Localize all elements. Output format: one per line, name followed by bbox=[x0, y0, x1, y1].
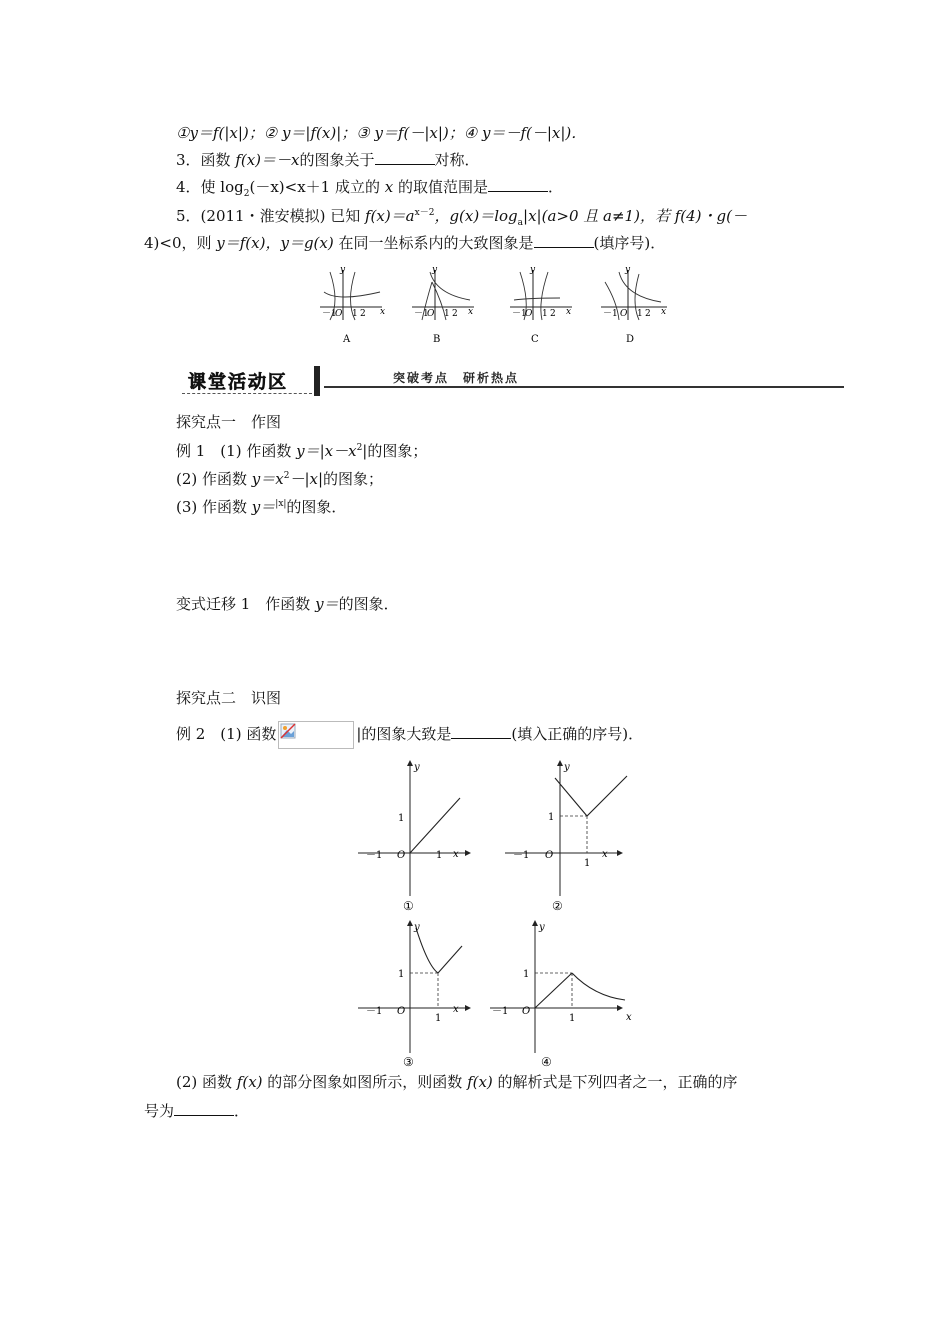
svg-text:O: O bbox=[620, 309, 628, 319]
svg-text:1: 1 bbox=[637, 309, 643, 319]
svg-text:1: 1 bbox=[548, 812, 555, 823]
svg-text:1: 1 bbox=[584, 858, 591, 869]
svg-text:O: O bbox=[335, 309, 343, 319]
x-axis-label: x bbox=[661, 307, 667, 317]
example-2-part-1: 例 2 (1) 函数 |的图象大致是 (填入正确的序号)． bbox=[176, 720, 643, 749]
svg-text:1: 1 bbox=[352, 309, 358, 319]
svg-text:2: 2 bbox=[452, 309, 458, 319]
y-axis-label: y bbox=[414, 762, 420, 773]
graph-label-c: C bbox=[531, 334, 539, 345]
x-axis-label: x bbox=[626, 1012, 632, 1023]
svg-text:－1: －1 bbox=[322, 309, 337, 319]
small-graphs bbox=[310, 262, 670, 348]
svg-text:1: 1 bbox=[542, 309, 548, 319]
y-axis-label: y bbox=[340, 265, 346, 275]
x-axis-label: x bbox=[468, 307, 474, 317]
big-graphs bbox=[350, 758, 640, 1068]
graph-1 bbox=[358, 762, 468, 913]
banner-title: 课堂活动区 bbox=[188, 372, 288, 393]
graph-label-d: D bbox=[626, 334, 635, 345]
broken-image-icon bbox=[278, 721, 354, 749]
y-axis-label: y bbox=[625, 265, 631, 275]
svg-text:－1: －1 bbox=[414, 309, 429, 319]
section-banner bbox=[178, 366, 848, 400]
y-axis-label: y bbox=[432, 265, 438, 275]
answer-blank bbox=[375, 152, 435, 165]
example-1-part-1: 例 1 (1) 作函数 $y=|x-x^2|$的图象； bbox=[176, 442, 428, 460]
y-axis-label: y bbox=[530, 265, 536, 275]
example-2-part-2: (2) 函数 f(x) 的部分图象如图所示，则函数 f(x) 的解析式是下列四者之一，正确的序 bbox=[176, 1073, 738, 1091]
graph-label-a: A bbox=[343, 334, 351, 345]
graph-a bbox=[320, 265, 385, 345]
y-axis-label: y bbox=[414, 922, 420, 933]
section-1-heading: 探究点一 作图 bbox=[176, 413, 282, 431]
svg-text:O: O bbox=[522, 1006, 531, 1017]
banner-subtitle: 突破考点 研析热点 bbox=[393, 371, 520, 385]
svg-text:－1: －1 bbox=[366, 850, 383, 861]
svg-text:1: 1 bbox=[436, 850, 443, 861]
graph-label-2: ② bbox=[552, 899, 563, 913]
banner-dashed-rule bbox=[182, 393, 312, 394]
example-2-part-2-cont: 号为 ． bbox=[144, 1102, 250, 1120]
problem-4: 4．使 $\log_2(-x)<x+1$ 成立的 x 的取值范围是 ． bbox=[176, 178, 564, 199]
graph-label-b: B bbox=[433, 334, 441, 345]
svg-text:O: O bbox=[397, 850, 406, 861]
svg-text:1: 1 bbox=[398, 813, 405, 824]
variant-1: 变式迁移 1 作函数 y＝的图象． bbox=[176, 595, 399, 613]
svg-text:1: 1 bbox=[523, 969, 530, 980]
svg-text:－1: －1 bbox=[492, 1006, 509, 1017]
svg-text:O: O bbox=[525, 309, 533, 319]
svg-text:2: 2 bbox=[645, 309, 651, 319]
answer-blank bbox=[451, 726, 511, 739]
x-axis-label: x bbox=[380, 307, 386, 317]
svg-text:1: 1 bbox=[444, 309, 450, 319]
y-axis-label: y bbox=[564, 762, 570, 773]
graph-b bbox=[412, 265, 474, 345]
svg-text:O: O bbox=[545, 850, 554, 861]
svg-text:O: O bbox=[397, 1006, 406, 1017]
answer-blank bbox=[174, 1103, 234, 1116]
svg-text:1: 1 bbox=[398, 969, 405, 980]
answer-blank bbox=[534, 235, 594, 248]
svg-text:2: 2 bbox=[550, 309, 556, 319]
svg-text:－1: －1 bbox=[512, 309, 527, 319]
problem-3: 3．函数 f(x)＝－x的图象关于 对称． bbox=[176, 151, 480, 169]
svg-text:O: O bbox=[427, 309, 435, 319]
graph-d bbox=[601, 265, 667, 345]
example-1-part-3: (3) 作函数 y＝$^{|x|}$的图象． bbox=[176, 498, 347, 516]
graph-3 bbox=[358, 922, 468, 1068]
banner-rule bbox=[324, 386, 844, 388]
graph-label-1: ① bbox=[403, 899, 414, 913]
section-2-heading: 探究点二 识图 bbox=[176, 689, 282, 707]
graph-2 bbox=[505, 762, 627, 913]
svg-text:－1: －1 bbox=[603, 309, 618, 319]
example-1-part-2: (2) 作函数 $y=x^2-|x|$的图象； bbox=[176, 470, 384, 488]
y-axis-label: y bbox=[539, 922, 545, 933]
banner-bar bbox=[314, 366, 320, 396]
x-axis-label: x bbox=[566, 307, 572, 317]
graph-label-3: ③ bbox=[403, 1055, 414, 1068]
svg-text:2: 2 bbox=[360, 309, 366, 319]
answer-blank bbox=[488, 179, 548, 192]
x-axis-label: x bbox=[453, 1004, 459, 1015]
problem-line-1: ①y＝f(|x|)；② y＝|f(x)|；③ y＝f(－|x|)；④ y＝－f(－|x|)． bbox=[176, 124, 587, 142]
svg-text:－1: －1 bbox=[513, 850, 530, 861]
graph-c bbox=[510, 265, 572, 345]
graph-label-4: ④ bbox=[541, 1055, 552, 1068]
x-axis-label: x bbox=[602, 849, 608, 860]
problem-5-cont: 4)<0，则 y＝f(x)，y＝g(x) 在同一坐标系内的大致图象是 (填序号)． bbox=[144, 234, 666, 252]
problem-5: 5．(2011・淮安模拟) 已知 $f(x)=a^{x-2}$，$g(x)=\log_a|x|(a>0$ 且 a≠1)，若 f(4)・g(－ bbox=[176, 207, 747, 228]
svg-text:1: 1 bbox=[435, 1013, 442, 1024]
graph-4 bbox=[490, 922, 632, 1068]
svg-text:－1: －1 bbox=[366, 1006, 383, 1017]
svg-text:1: 1 bbox=[569, 1013, 576, 1024]
x-axis-label: x bbox=[453, 849, 459, 860]
